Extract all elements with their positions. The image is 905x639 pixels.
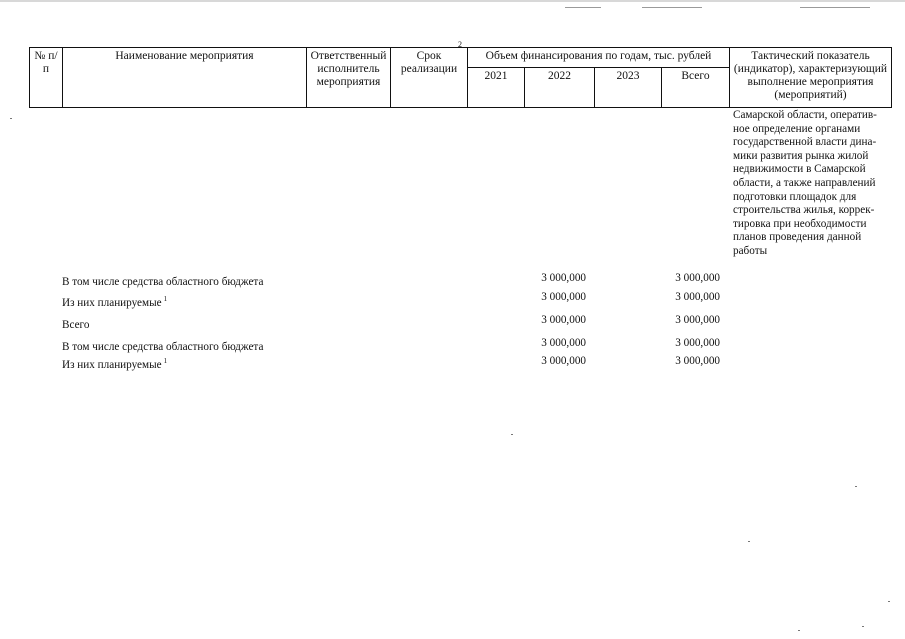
scan-speck xyxy=(748,541,750,542)
header-name: Наименование мероприятия xyxy=(63,48,307,108)
row-value-total: 3 000,000 xyxy=(675,272,720,284)
header-table xyxy=(29,47,892,108)
header-num: № п/п xyxy=(30,48,63,108)
scan-mark xyxy=(642,7,702,8)
scan-mark xyxy=(800,7,870,8)
header-year-2022: 2022 xyxy=(525,68,595,108)
row-value-total: 3 000,000 xyxy=(675,314,720,326)
row-value-2022: 3 000,000 xyxy=(541,314,586,326)
row-value-total: 3 000,000 xyxy=(675,337,720,349)
row-value-2022: 3 000,000 xyxy=(541,337,586,349)
row-label: Из них планируемые $^1$ xyxy=(62,295,168,309)
row-value-total: 3 000,000 xyxy=(675,355,720,367)
indicator-text: Самарской области, оператив-ное определение органами государственной власти дина-мики развития рынка жилой недвижимости в Самарской области, а также направлений подготовки площадок для строительства жилья, коррек-тировка при необходимости планов проведения данной работы xyxy=(733,109,877,257)
scan-mark xyxy=(565,7,601,8)
scan-speck xyxy=(511,434,513,435)
row-label: Из них планируемые $^1$ xyxy=(62,357,168,371)
row-label: В том числе средства областного бюджета xyxy=(62,276,264,288)
scan-speck xyxy=(888,601,890,602)
header-year-2021: 2021 xyxy=(468,68,525,108)
page-number: 2 xyxy=(458,40,462,49)
row-value-2022: 3 000,000 xyxy=(541,291,586,303)
row-label: В том числе средства областного бюджета xyxy=(62,341,264,353)
scan-speck xyxy=(10,118,12,119)
row-value-2022: 3 000,000 xyxy=(541,272,586,284)
header-indicator: Тактический показатель (индикатор), характеризующий выполнение мероприятия (мероприятий) xyxy=(730,48,892,108)
header-year-2023: 2023 xyxy=(595,68,662,108)
header-funding: Объем финансирования по годам, тыс. рублей xyxy=(468,48,730,68)
row-label: Всего xyxy=(62,319,90,331)
scan-speck xyxy=(862,626,864,627)
scan-edge xyxy=(0,0,905,2)
row-value-total: 3 000,000 xyxy=(675,291,720,303)
header-term: Срок реализации xyxy=(391,48,468,108)
row-value-2022: 3 000,000 xyxy=(541,355,586,367)
scan-speck xyxy=(855,486,857,487)
header-responsible: Ответственный исполнитель мероприятия xyxy=(307,48,391,108)
scan-speck xyxy=(798,630,800,631)
header-total: Всего xyxy=(662,68,730,108)
